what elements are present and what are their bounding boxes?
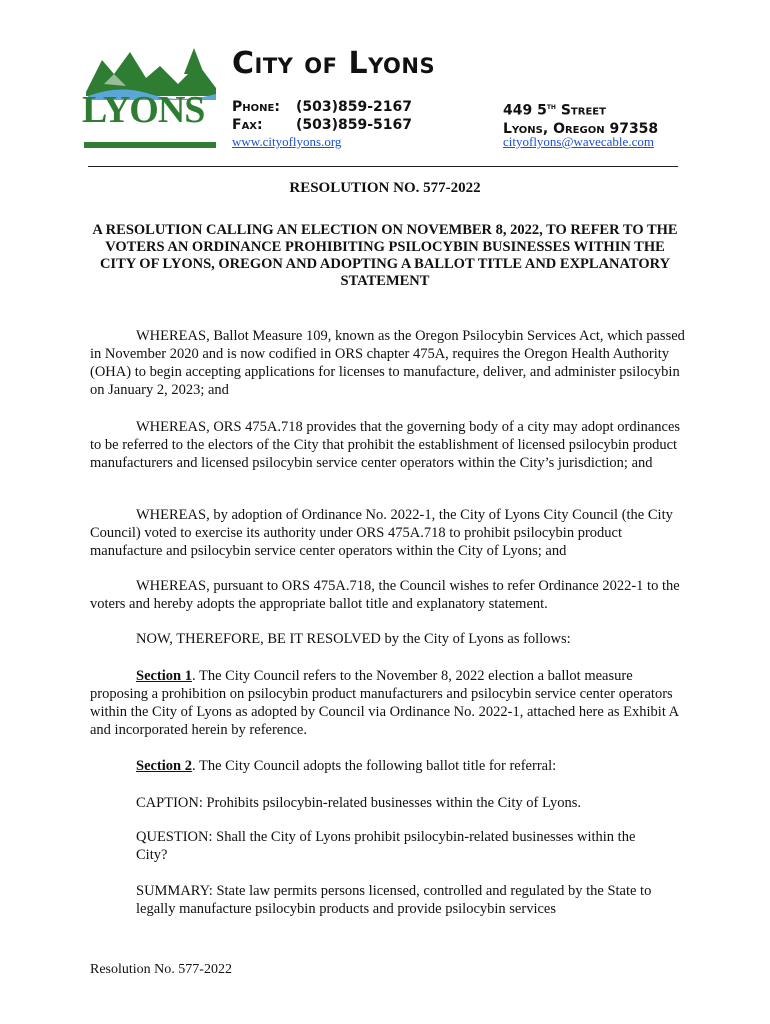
city-logo <box>80 44 220 152</box>
city-title: City of Lyons <box>232 46 436 81</box>
section-1-label: Section 1 <box>136 668 192 684</box>
contact-phone-fax <box>232 98 412 134</box>
street-number: 449 5 <box>503 102 547 119</box>
whereas-paragraph-2: WHEREAS, ORS 475A.718 provides that the governing body of a city may adopt ordinances to be referred to the electors of the City that prohibit the establishment of licensed psilocybin product manufacturers and licensed psilocybin service center operators within the City’s jurisdiction; and <box>90 419 681 471</box>
phone-number: (503)859-2167 <box>296 99 413 115</box>
section-2: Section 2. The City Council adopts the following ballot title for referral: <box>136 758 557 774</box>
resolution-number: RESOLUTION NO. 577-2022 <box>289 180 481 196</box>
city-state-zip: Lyons, Oregon 97358 <box>503 120 659 137</box>
website-link[interactable]: www.cityoflyons.org <box>232 134 342 149</box>
contact-address <box>503 98 658 138</box>
whereas-paragraph-4: WHEREAS, pursuant to ORS 475A.718, the Council wishes to refer Ordinance 2022-1 to the voters and hereby adopts the appropriate ballot title and explanatory statement. <box>90 578 680 612</box>
street-name: Street <box>555 102 606 119</box>
resolution-title: A RESOLUTION CALLING AN ELECTION ON NOVEMBER 8, 2022, TO REFER TO THE VOTERS AN ORDINANCE PROHIBITING PSILOCYBIN BUSINESSES WITHIN THE CITY OF LYONS, OREGON AND ADOPTING A BALLOT TITLE AND EXPLANATORY STATEMENT <box>92 222 678 289</box>
logo-text: LYONS <box>82 89 205 131</box>
fax-number: (503)859-5167 <box>296 117 413 133</box>
page-footer: Resolution No. 577-2022 <box>90 962 232 977</box>
resolved-paragraph: NOW, THEREFORE, BE IT RESOLVED by the City of Lyons as follows: <box>136 631 571 647</box>
ballot-summary: SUMMARY: State law permits persons licensed, controlled and regulated by the State to legally manufacture psilocybin products and provide psilocybin services <box>136 883 652 917</box>
section-2-label: Section 2 <box>136 758 192 774</box>
ballot-caption: CAPTION: Prohibits psilocybin-related businesses within the City of Lyons. <box>136 795 582 811</box>
email-link[interactable]: cityoflyons@wavecable.com <box>503 134 654 149</box>
whereas-paragraph-3: WHEREAS, by adoption of Ordinance No. 2022-1, the City of Lyons City Council (the City Council) voted to exercise its authority under ORS 475A.718 to prohibit psilocybin product manufacture and psilocybin service center operators within the City of Lyons; and <box>90 507 673 559</box>
street-suffix: th <box>546 102 556 112</box>
phone-label: Phone: <box>232 99 280 115</box>
fax-label: Fax: <box>232 117 263 133</box>
ballot-question: QUESTION: Shall the City of Lyons prohibit psilocybin-related businesses within the City? <box>136 829 636 863</box>
header-divider <box>88 166 678 167</box>
whereas-paragraph-1: WHEREAS, Ballot Measure 109, known as the Oregon Psilocybin Services Act, which passed in November 2020 and is now codified in ORS chapter 475A, requires the Oregon Health Authority (OHA) to begin accepting applications for licenses to manufacture, deliver, and administer psilocybin on January 2, 2023; and <box>90 328 685 398</box>
section-1: Section 1. The City Council refers to the November 8, 2022 election a ballot measure proposing a prohibition on psilocybin product manufacturers and psilocybin service center operators within the City of Lyons as adopted by Council via Ordinance No. 2022-1, attached here as Exhibit A and incorporated herein by reference. <box>90 668 679 738</box>
